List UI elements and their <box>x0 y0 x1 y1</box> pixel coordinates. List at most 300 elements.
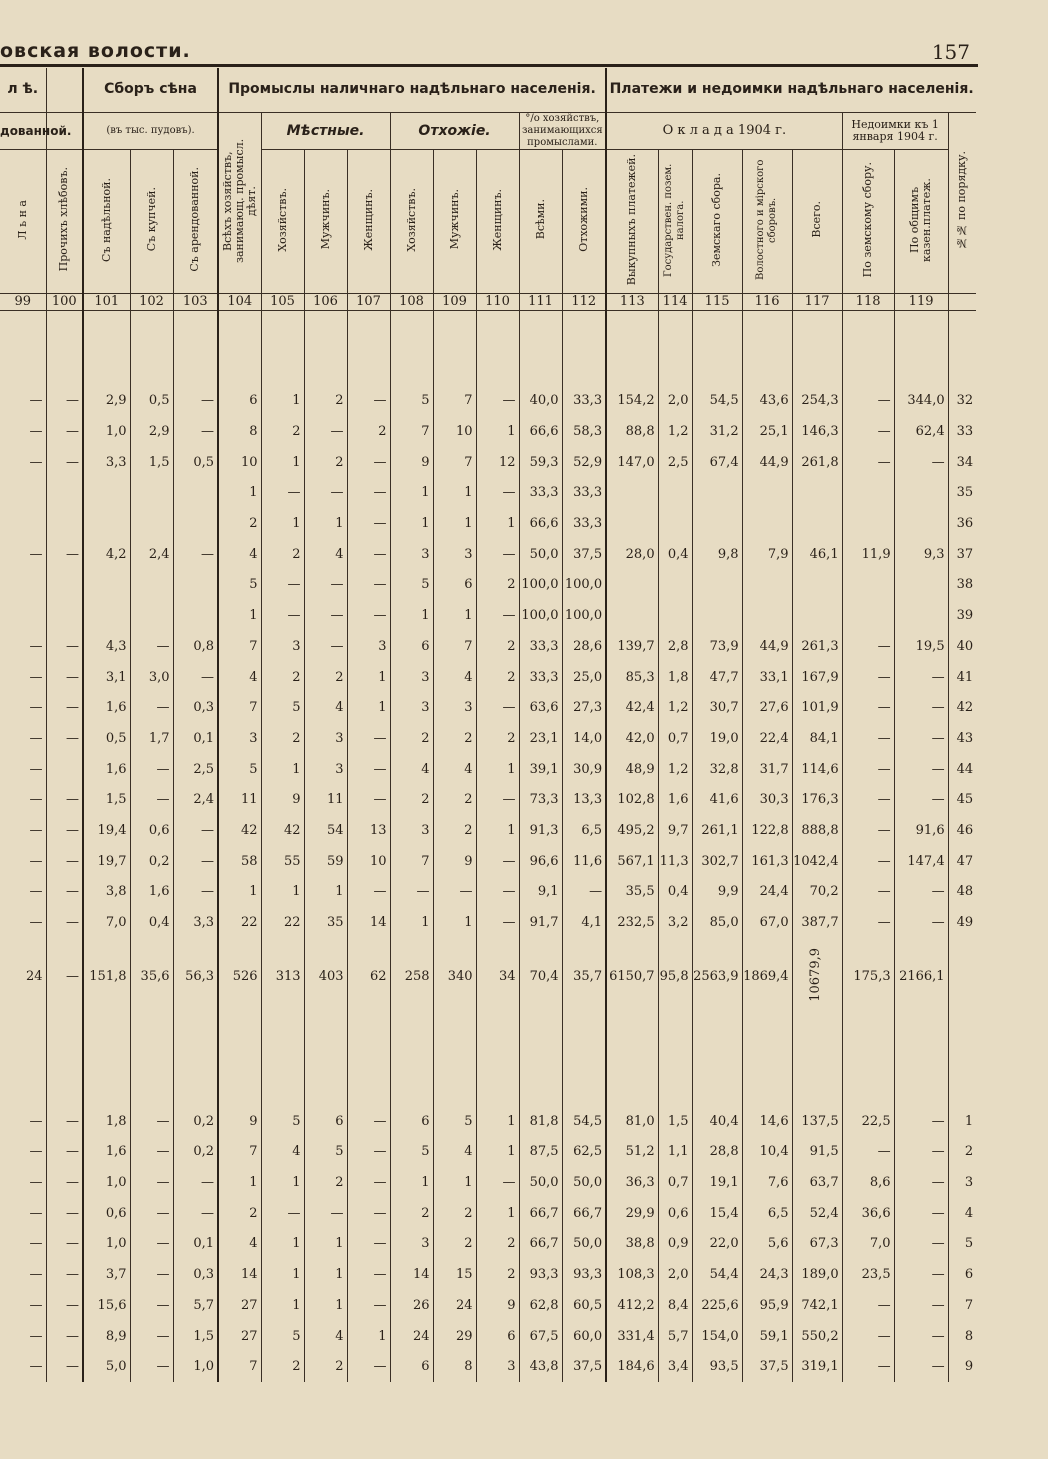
table-cell: 93,5 <box>692 1351 742 1382</box>
table-cell: 550,2 <box>792 1321 842 1352</box>
table-cell: 66,7 <box>562 1198 606 1229</box>
table-cell: 1,8 <box>83 1106 130 1137</box>
table-cell: 2 <box>476 570 519 601</box>
header-mest-zhen <box>347 149 390 293</box>
table-cell: — <box>29 1267 43 1283</box>
table-cell: — <box>29 1236 43 1252</box>
table-cell: 41,6 <box>692 784 742 815</box>
table-cell <box>658 570 692 601</box>
table-cell: — <box>304 600 347 631</box>
table-cell: 95,9 <box>742 1290 792 1321</box>
volost-label: Волостного и мірского сборовъ. <box>755 159 779 280</box>
table-cell <box>46 570 83 601</box>
seno-arend-label: Съ арендованной. <box>188 167 202 272</box>
table-cell: 27,6 <box>742 692 792 723</box>
table-cell: 1 <box>433 508 476 539</box>
table-cell: 0,4 <box>130 907 173 938</box>
table-cell: 22 <box>218 907 261 938</box>
table-cell: — <box>304 570 347 601</box>
total-cell: 1869,4 <box>742 938 792 1016</box>
table-cell: 0,6 <box>83 1198 130 1229</box>
table-cell: 225,6 <box>692 1290 742 1321</box>
header-zemsk <box>692 149 742 293</box>
table-cell: 27 <box>218 1321 261 1352</box>
table-cell: — <box>130 1229 173 1260</box>
table-cell: — <box>130 1259 173 1290</box>
row-number-cell: 46 <box>948 815 976 846</box>
table-cell: — <box>842 815 894 846</box>
table-cell: 33,3 <box>519 478 562 509</box>
table-cell: — <box>29 1144 43 1160</box>
table-cell: 73,9 <box>692 631 742 662</box>
table-cell: 59 <box>304 846 347 877</box>
table-cell: 40,4 <box>692 1106 742 1137</box>
table-row <box>0 478 976 509</box>
top-rule <box>0 64 978 67</box>
table-cell <box>46 478 83 509</box>
column-number: 115 <box>692 293 742 310</box>
table-cell: 2 <box>433 723 476 754</box>
row-number-cell: 2 <box>948 1137 976 1168</box>
table-cell <box>742 600 792 631</box>
table-cell: 888,8 <box>792 815 842 846</box>
table-cell: — <box>842 846 894 877</box>
table-cell: 2,9 <box>83 386 130 417</box>
table-cell: 3 <box>390 1229 433 1260</box>
column-numbers-row <box>0 293 976 310</box>
table-cell: 567,1 <box>606 846 658 877</box>
table-cell: — <box>29 884 43 900</box>
table-cell: 2 <box>261 1351 304 1382</box>
table-cell: 495,2 <box>606 815 658 846</box>
column-number: 111 <box>519 293 562 310</box>
table-cell <box>173 478 218 509</box>
table-cell: — <box>842 907 894 938</box>
table-cell: 66,6 <box>519 508 562 539</box>
header-seno-kupch <box>130 149 173 293</box>
table-cell: 0,9 <box>658 1229 692 1260</box>
table-cell: — <box>29 393 43 409</box>
table-cell: 3 <box>390 815 433 846</box>
table-cell: 4 <box>433 754 476 785</box>
table-cell: — <box>46 692 83 723</box>
table-cell <box>0 600 46 631</box>
table-cell: 11 <box>218 784 261 815</box>
header-left-top: л ѣ. <box>0 68 46 112</box>
table-row <box>0 386 976 417</box>
table-cell: 154,2 <box>606 386 658 417</box>
table-cell: 2 <box>476 723 519 754</box>
table-cell: 62,5 <box>562 1137 606 1168</box>
table-cell <box>606 478 658 509</box>
table-cell: 1 <box>347 692 390 723</box>
table-cell <box>658 508 692 539</box>
table-cell: 146,3 <box>792 416 842 447</box>
table-cell: 5 <box>433 1106 476 1137</box>
table-cell: 1 <box>261 1229 304 1260</box>
vsego-label: Всего. <box>810 201 824 238</box>
table-cell: 412,2 <box>606 1290 658 1321</box>
table-cell: 6,5 <box>562 815 606 846</box>
table-cell: 0,7 <box>658 1167 692 1198</box>
table-cell: 50,0 <box>519 1167 562 1198</box>
table-cell: 1042,4 <box>792 846 842 877</box>
row-number-cell: 36 <box>948 508 976 539</box>
table-cell: 0,5 <box>173 447 218 478</box>
table-cell: 22,0 <box>692 1229 742 1260</box>
table-cell: 6,5 <box>742 1198 792 1229</box>
table-cell: 63,6 <box>519 692 562 723</box>
table-cell: 3 <box>261 631 304 662</box>
total-cell <box>792 938 842 1016</box>
total-cell: 70,4 <box>519 938 562 1016</box>
table-cell: — <box>894 447 948 478</box>
table-row <box>0 1229 976 1260</box>
gos-label: Государствен. позем. налога. <box>663 162 687 277</box>
vykup-label: Выкупныхъ платежей. <box>625 153 639 286</box>
table-cell: — <box>46 1351 83 1382</box>
header-vsego <box>792 149 842 293</box>
table-cell: 6 <box>476 1321 519 1352</box>
table-cell: 37,5 <box>742 1351 792 1382</box>
total-cell: 34 <box>476 938 519 1016</box>
table-cell: 0,1 <box>173 723 218 754</box>
total-cell: 35,6 <box>130 938 173 1016</box>
table-cell: 55 <box>261 846 304 877</box>
table-cell: 66,7 <box>519 1198 562 1229</box>
table-cell: — <box>842 784 894 815</box>
table-cell: 1,2 <box>658 416 692 447</box>
table-cell: 387,7 <box>792 907 842 938</box>
seno-nadel-label: Съ надѣльной. <box>99 177 113 262</box>
table-cell: 30,3 <box>742 784 792 815</box>
table-cell: — <box>46 662 83 693</box>
table-cell: 2,0 <box>658 386 692 417</box>
table-cell: — <box>173 846 218 877</box>
table-cell: — <box>562 877 606 908</box>
table-cell: 2 <box>347 416 390 447</box>
table-cell: 19,0 <box>692 723 742 754</box>
ned-kazen-label: По общимъ казен.платеж. <box>908 177 934 262</box>
table-cell: 2 <box>261 416 304 447</box>
table-cell: 12 <box>476 447 519 478</box>
column-number: 113 <box>606 293 658 310</box>
column-number: 100 <box>46 293 83 310</box>
header-othozhie: Отхожіе. <box>390 112 519 149</box>
table-cell: 1 <box>476 416 519 447</box>
table-cell: 25,0 <box>562 662 606 693</box>
table-cell: 0,5 <box>83 723 130 754</box>
table-cell: 4 <box>218 1229 261 1260</box>
row-number-cell: 41 <box>948 662 976 693</box>
table-cell: 37,5 <box>562 539 606 570</box>
table-cell: — <box>46 1137 83 1168</box>
table-cell: — <box>46 1106 83 1137</box>
table-cell: — <box>347 539 390 570</box>
table-cell: 28,8 <box>692 1137 742 1168</box>
table-cell: — <box>261 478 304 509</box>
table-cell: 3,4 <box>658 1351 692 1382</box>
row-number-cell: 40 <box>948 631 976 662</box>
total-cell: 526 <box>218 938 261 1016</box>
table-cell: 9,8 <box>692 539 742 570</box>
table-cell: 52,9 <box>562 447 606 478</box>
table-cell <box>742 570 792 601</box>
total-cell: 62 <box>347 938 390 1016</box>
table-cell: 28,6 <box>562 631 606 662</box>
table-cell: 7,0 <box>842 1229 894 1260</box>
table-row <box>0 784 976 815</box>
table-cell: 62,8 <box>519 1290 562 1321</box>
table-cell <box>742 508 792 539</box>
table-cell: 30,7 <box>692 692 742 723</box>
table-cell: — <box>46 631 83 662</box>
table-cell: — <box>46 815 83 846</box>
table-cell: — <box>46 723 83 754</box>
table-cell: 2,8 <box>658 631 692 662</box>
table-cell: 1 <box>390 508 433 539</box>
table-cell: 102,8 <box>606 784 658 815</box>
table-cell: 5 <box>218 570 261 601</box>
table-cell: — <box>476 1167 519 1198</box>
table-cell: 67,0 <box>742 907 792 938</box>
table-cell: 2 <box>261 723 304 754</box>
header-nedoimki: Недоимки къ 1 января 1904 г. <box>842 112 948 149</box>
table-cell: 4 <box>261 1137 304 1168</box>
table-cell <box>692 478 742 509</box>
table-cell: — <box>29 853 43 869</box>
table-cell: 0,6 <box>130 815 173 846</box>
row-number-cell: 33 <box>948 416 976 447</box>
header-promysly: Промыслы наличнаго надѣльнаго населенія. <box>218 68 606 112</box>
table-cell: 1,5 <box>83 784 130 815</box>
table-cell: 3 <box>390 692 433 723</box>
table-cell: — <box>347 1351 390 1382</box>
table-cell: 58 <box>218 846 261 877</box>
table-cell <box>792 508 842 539</box>
table-cell: 15,4 <box>692 1198 742 1229</box>
table-cell <box>130 570 173 601</box>
lna-label: Л ь н а <box>15 199 29 240</box>
table-cell: 2 <box>390 784 433 815</box>
table-cell: 1 <box>390 1167 433 1198</box>
table-cell: 4,3 <box>83 631 130 662</box>
table-cell: 4 <box>218 539 261 570</box>
table-cell: 33,3 <box>562 478 606 509</box>
table-cell: 54,5 <box>692 386 742 417</box>
table-cell: — <box>46 1198 83 1229</box>
table-cell: 50,0 <box>562 1167 606 1198</box>
table-row <box>0 1259 976 1290</box>
header-mestnye: Мѣстные. <box>261 112 390 149</box>
table-cell: — <box>347 1106 390 1137</box>
table-cell: — <box>46 386 83 417</box>
table-cell: 7,0 <box>83 907 130 938</box>
table-cell: — <box>46 907 83 938</box>
header-seno-arend <box>173 149 218 293</box>
table-cell: 2 <box>433 1198 476 1229</box>
table-cell: — <box>476 784 519 815</box>
row-number-cell: 47 <box>948 846 976 877</box>
table-cell: 742,1 <box>792 1290 842 1321</box>
table-cell: 3,1 <box>83 662 130 693</box>
table-cell: — <box>894 1167 948 1198</box>
table-cell: 6 <box>304 1106 347 1137</box>
table-cell: 31,7 <box>742 754 792 785</box>
table-cell: 24,3 <box>742 1259 792 1290</box>
table-cell: — <box>894 1321 948 1352</box>
zemsk-label: Земскаго сбора. <box>710 172 724 267</box>
column-number: 110 <box>476 293 519 310</box>
table-cell: 14 <box>218 1259 261 1290</box>
page-number: 157 <box>931 40 970 64</box>
row-number-cell: 6 <box>948 1259 976 1290</box>
table-cell: 1 <box>347 662 390 693</box>
table-cell: — <box>347 508 390 539</box>
table-cell: 10,4 <box>742 1137 792 1168</box>
table-row <box>0 1198 976 1229</box>
table-cell: — <box>29 1359 43 1375</box>
table-cell <box>842 600 894 631</box>
table-cell: 62,4 <box>894 416 948 447</box>
table-cell: 67,4 <box>692 447 742 478</box>
table-cell: 2 <box>476 631 519 662</box>
oth-zhen-label: Женщинъ. <box>490 188 504 251</box>
row-number-cell: 9 <box>948 1351 976 1382</box>
table-cell: — <box>173 815 218 846</box>
header-pct: °/o хозяйствъ, занимающихся промыслами. <box>519 112 606 149</box>
table-cell <box>83 600 130 631</box>
table-cell: — <box>842 723 894 754</box>
table-cell: 5 <box>261 1321 304 1352</box>
table-cell: 1,6 <box>130 877 173 908</box>
table-cell <box>130 600 173 631</box>
table-cell: 139,7 <box>606 631 658 662</box>
table-cell: 33,3 <box>519 631 562 662</box>
table-cell: 0,3 <box>173 1259 218 1290</box>
table-cell: 50,0 <box>562 1229 606 1260</box>
table-cell: 33,1 <box>742 662 792 693</box>
table-cell <box>792 570 842 601</box>
mest-hoz-label: Хозяйствъ. <box>275 187 289 252</box>
table-cell: — <box>894 692 948 723</box>
mest-muzh-label: Мужчинъ. <box>318 189 332 250</box>
table-cell <box>894 478 948 509</box>
table-cell: 32,8 <box>692 754 742 785</box>
table-cell: — <box>173 386 218 417</box>
row-number-cell: 3 <box>948 1167 976 1198</box>
table-cell: 1,5 <box>130 447 173 478</box>
table-cell: 2 <box>261 539 304 570</box>
row-number-cell: 32 <box>948 386 976 417</box>
total-cell <box>948 938 976 1016</box>
seno-kupch-label: Съ купчей. <box>144 187 158 252</box>
table-cell: 60,0 <box>562 1321 606 1352</box>
table-cell: 9,3 <box>894 539 948 570</box>
table-cell: 88,8 <box>606 416 658 447</box>
table-cell: 10 <box>218 447 261 478</box>
header-seno <box>83 68 218 112</box>
table-cell: 96,6 <box>519 846 562 877</box>
table-cell: 6 <box>390 1106 433 1137</box>
table-cell: — <box>29 792 43 808</box>
total-cell: 95,8 <box>658 938 692 1016</box>
row-number-cell: 5 <box>948 1229 976 1260</box>
table-cell <box>173 570 218 601</box>
table-cell: 2 <box>218 508 261 539</box>
table-cell: 302,7 <box>692 846 742 877</box>
table-cell: — <box>894 877 948 908</box>
table-cell: — <box>46 877 83 908</box>
table-cell: — <box>46 447 83 478</box>
header-left-blank <box>46 68 83 112</box>
table-cell <box>894 570 948 601</box>
table-cell: 91,6 <box>894 815 948 846</box>
table-row <box>0 907 976 938</box>
table-cell: — <box>46 784 83 815</box>
table-cell: — <box>29 1328 43 1344</box>
table-cell: 1 <box>261 877 304 908</box>
table-cell: 27,3 <box>562 692 606 723</box>
table-cell: 91,3 <box>519 815 562 846</box>
table-cell: 19,4 <box>83 815 130 846</box>
table-cell: 3,3 <box>83 447 130 478</box>
table-cell: — <box>130 1321 173 1352</box>
table-cell: 42,4 <box>606 692 658 723</box>
total-cell: 2166,1 <box>894 938 948 1016</box>
column-number: 106 <box>304 293 347 310</box>
table-cell: 38,8 <box>606 1229 658 1260</box>
table-cell: 0,4 <box>658 539 692 570</box>
table-cell: 36,6 <box>842 1198 894 1229</box>
table-cell: 7 <box>218 631 261 662</box>
table-cell: — <box>894 754 948 785</box>
table-cell: 5,7 <box>658 1321 692 1352</box>
table-cell: — <box>130 1351 173 1382</box>
table-cell: 1 <box>218 1167 261 1198</box>
table-cell: 9,7 <box>658 815 692 846</box>
table-cell: 4 <box>304 1321 347 1352</box>
table-cell: 13,3 <box>562 784 606 815</box>
table-cell: — <box>130 1137 173 1168</box>
table-row <box>0 877 976 908</box>
oth-muzh-label: Мужчинъ. <box>447 189 461 250</box>
table-cell: 5,6 <box>742 1229 792 1260</box>
table-cell: 7 <box>390 416 433 447</box>
table-cell: 176,3 <box>792 784 842 815</box>
table-cell: 24,4 <box>742 877 792 908</box>
table-cell: — <box>29 454 43 470</box>
table-cell: 232,5 <box>606 907 658 938</box>
table-cell: 161,3 <box>742 846 792 877</box>
table-row <box>0 846 976 877</box>
row-number-cell: 8 <box>948 1321 976 1352</box>
table-cell: — <box>842 1290 894 1321</box>
table-cell: 1 <box>218 877 261 908</box>
table-cell: 2 <box>433 815 476 846</box>
row-number-cell: 42 <box>948 692 976 723</box>
total-cell: 6150,7 <box>606 938 658 1016</box>
table-cell: — <box>261 600 304 631</box>
table-cell: 23,5 <box>842 1259 894 1290</box>
table-cell: 9 <box>218 1106 261 1137</box>
table-cell: — <box>476 692 519 723</box>
table-cell: 1,2 <box>658 754 692 785</box>
table-cell: 261,8 <box>792 447 842 478</box>
table-cell: 9 <box>261 784 304 815</box>
table-row <box>0 1167 976 1198</box>
table-cell: 29 <box>433 1321 476 1352</box>
